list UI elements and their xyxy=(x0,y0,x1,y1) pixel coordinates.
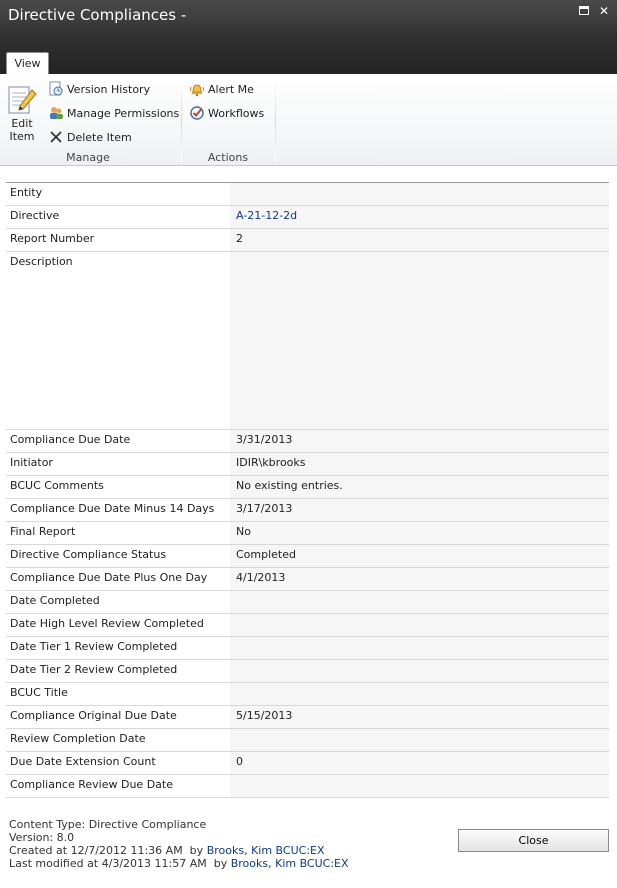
field-row-original-due xyxy=(6,705,609,728)
field-label: Report Number xyxy=(10,232,95,245)
field-row-review-due xyxy=(6,774,609,798)
field-label: Review Completion Date xyxy=(10,732,146,745)
close-button[interactable]: Close xyxy=(458,829,609,852)
field-row-bcuc-title xyxy=(6,682,609,705)
item-properties-form xyxy=(6,182,609,798)
ribbon xyxy=(0,74,617,166)
workflows-icon xyxy=(189,105,205,121)
version-history-button[interactable] xyxy=(48,80,150,98)
manage-permissions-icon xyxy=(48,105,64,121)
alert-me-button[interactable] xyxy=(189,80,254,98)
field-row-initiator xyxy=(6,452,609,475)
field-label: Directive xyxy=(10,209,60,222)
content-type-text: Content Type: Directive Compliance xyxy=(9,818,207,831)
item-metadata xyxy=(9,818,349,870)
field-row-description xyxy=(6,251,609,429)
field-label: Compliance Original Due Date xyxy=(10,709,177,722)
field-label: Description xyxy=(10,255,73,268)
field-value xyxy=(230,252,609,429)
modified-by-link[interactable]: Brooks, Kim BCUC:EX xyxy=(230,857,349,870)
tab-view[interactable]: View xyxy=(6,52,49,75)
actions-group-label: Actions xyxy=(207,151,249,164)
delete-item-button[interactable] xyxy=(48,128,132,146)
field-value xyxy=(230,614,609,636)
dialog-titlebar xyxy=(0,0,617,74)
field-value xyxy=(230,775,609,797)
field-label: Date Tier 2 Review Completed xyxy=(10,663,178,676)
field-row-date-tier2 xyxy=(6,659,609,682)
field-label: Due Date Extension Count xyxy=(10,755,156,768)
field-label: BCUC Title xyxy=(10,686,68,699)
field-row-directive xyxy=(6,205,609,228)
field-row-final-report xyxy=(6,521,609,544)
field-value: 0 xyxy=(230,752,609,774)
manage-permissions-label: Manage Permissions xyxy=(67,106,180,120)
ribbon-group-divider xyxy=(181,80,182,162)
field-value: 4/1/2013 xyxy=(230,568,609,590)
field-value: 5/15/2013 xyxy=(230,706,609,728)
field-row-bcuc-comments xyxy=(6,475,609,498)
delete-icon xyxy=(48,129,64,145)
workflows-button[interactable] xyxy=(189,104,264,122)
edit-item-label-2: Item xyxy=(9,130,35,143)
field-value: 2 xyxy=(230,229,609,251)
modified-text xyxy=(9,857,349,870)
field-label: Compliance Due Date Plus One Day xyxy=(10,571,208,584)
field-value: IDIR\kbrooks xyxy=(230,453,609,475)
manage-group-label: Manage xyxy=(66,151,110,164)
field-row-compliance-due-date xyxy=(6,429,609,452)
edit-item-button[interactable] xyxy=(3,82,41,144)
field-row-status xyxy=(6,544,609,567)
dialog-title: Directive Compliances - xyxy=(8,6,187,24)
field-row-date-high-level xyxy=(6,613,609,636)
field-label: Directive Compliance Status xyxy=(10,548,167,561)
field-value: 3/31/2013 xyxy=(230,430,609,452)
bell-icon xyxy=(189,81,205,97)
close-icon: ✕ xyxy=(598,4,610,18)
close-window-button[interactable] xyxy=(597,4,611,18)
field-row-date-tier1 xyxy=(6,636,609,659)
field-label: Compliance Due Date xyxy=(10,433,131,446)
field-row-due-minus-14 xyxy=(6,498,609,521)
field-value xyxy=(230,683,609,705)
edit-item-label-1: Edit xyxy=(11,117,33,130)
field-value xyxy=(230,591,609,613)
field-label: Entity xyxy=(10,186,43,199)
field-row-date-completed xyxy=(6,590,609,613)
field-row-due-plus-one xyxy=(6,567,609,590)
delete-item-label: Delete Item xyxy=(67,130,132,144)
field-value xyxy=(230,206,609,228)
field-label: BCUC Comments xyxy=(10,479,104,492)
field-label: Date Completed xyxy=(10,594,100,607)
field-label: Compliance Review Due Date xyxy=(10,778,173,791)
manage-permissions-button[interactable] xyxy=(48,104,179,122)
field-label: Date High Level Review Completed xyxy=(10,617,204,630)
field-value: Completed xyxy=(230,545,609,567)
created-by-link[interactable]: Brooks, Kim BCUC:EX xyxy=(206,844,325,857)
field-row-report-number xyxy=(6,228,609,251)
created-prefix: Created at 12/7/2012 11:36 AM by xyxy=(9,844,207,857)
field-row-extension-count xyxy=(6,751,609,774)
version-history-icon xyxy=(48,81,64,97)
field-label: Date Tier 1 Review Completed xyxy=(10,640,178,653)
created-text xyxy=(9,844,349,857)
field-row-entity xyxy=(6,182,609,205)
workflows-label: Workflows xyxy=(208,106,265,120)
field-label: Final Report xyxy=(10,525,76,538)
field-value xyxy=(230,729,609,751)
field-label: Initiator xyxy=(10,456,53,469)
field-value xyxy=(230,637,609,659)
field-value xyxy=(230,660,609,682)
field-value: No existing entries. xyxy=(230,476,609,498)
maximize-button[interactable] xyxy=(577,4,591,18)
ribbon-group-divider xyxy=(275,80,276,162)
field-label: Compliance Due Date Minus 14 Days xyxy=(10,502,215,515)
field-value: 3/17/2013 xyxy=(230,499,609,521)
field-row-review-completion xyxy=(6,728,609,751)
alert-me-label: Alert Me xyxy=(208,82,254,96)
version-history-label: Version History xyxy=(67,82,151,96)
field-value xyxy=(230,183,609,205)
maximize-icon xyxy=(579,6,589,15)
field-value: No xyxy=(230,522,609,544)
edit-item-icon xyxy=(6,84,38,116)
directive-link[interactable]: A-21-12-2d xyxy=(236,209,298,222)
version-text: Version: 8.0 xyxy=(9,831,75,844)
modified-prefix: Last modified at 4/3/2013 11:57 AM by xyxy=(9,857,231,870)
